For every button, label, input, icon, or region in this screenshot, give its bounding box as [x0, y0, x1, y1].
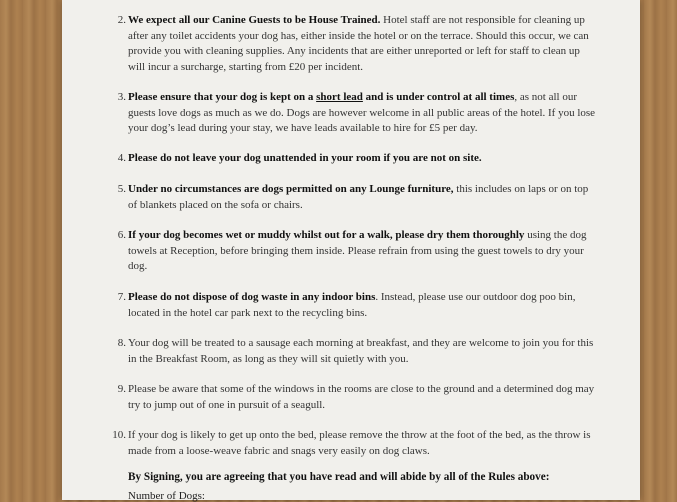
rules-document — [62, 0, 640, 500]
rule-3 — [117, 90, 598, 137]
rule-underlined-text: short lead — [316, 91, 363, 103]
rule-5 — [117, 182, 598, 213]
rule-text: this includes on laps or on top of blankets placed on the sofa or chairs. — [128, 183, 589, 211]
rule-bold-text: and is under control at all times — [362, 91, 515, 103]
rule-number: 7. — [117, 291, 126, 303]
rule-bold-text: Please ensure that your dog is kept on a — [128, 91, 317, 103]
rule-7 — [117, 290, 598, 321]
number-of-dogs-label: Number of Dogs: — [128, 490, 205, 502]
rule-8 — [117, 336, 598, 367]
rule-number: 6. — [117, 229, 126, 241]
rule-text: Hotel staff are not responsible for cleaning up after any toilet accidents your dog has, either inside the hotel or on the terrace. Should this occur, we can provide you with cleaning supplies. Any incidents that are either unreported or left for staff to clean up will incur a surcharge, starting from £20 per incident. — [128, 14, 589, 73]
rule-number: 4. — [117, 152, 126, 164]
rule-4 — [117, 151, 598, 167]
rule-number: 5. — [117, 183, 126, 195]
rule-10 — [112, 428, 598, 459]
rule-text: Please be aware that some of the windows in the rooms are close to the ground and a determined dog may try to jump out of one in pursuit of a seagull. — [128, 383, 595, 411]
rule-number: 10. — [112, 429, 126, 441]
rule-bold-text: If your dog becomes wet or muddy whilst out for a walk, please dry them thoroughly — [128, 229, 525, 241]
rule-6 — [117, 228, 598, 275]
rule-number: 3. — [117, 91, 126, 103]
agreement-statement: By Signing, you are agreeing that you have read and will abide by all of the Rules above: — [128, 471, 550, 483]
rule-number: 2. — [117, 14, 126, 26]
rule-bold-text: Please do not dispose of dog waste in any indoor bins — [128, 291, 376, 303]
rule-text: Your dog will be treated to a sausage each morning at breakfast, and they are welcome to join you for this in the Breakfast Room, as long as they will sit quietly with you. — [128, 337, 594, 365]
rule-text: , as not all our guests love dogs as much as we do. Dogs are however welcome in all public areas of the hotel. If you lose your dog’s lead during your stay, we have leads available to hire for £5 per day. — [128, 91, 596, 135]
rule-text: . Instead, please use our outdoor dog poo bin, located in the hotel car park next to the recycling bins. — [128, 291, 576, 319]
rule-number: 8. — [117, 337, 126, 349]
rule-9 — [117, 382, 598, 413]
rule-text: using the dog towels at Reception, before bringing them inside. Please refrain from using the guest towels to dry your dog. — [128, 229, 587, 273]
rule-bold-text: Under no circumstances are dogs permitted on any Lounge furniture, — [128, 183, 454, 195]
rule-number: 9. — [117, 383, 126, 395]
rule-bold-text: We expect all our Canine Guests to be House Trained. — [128, 14, 381, 26]
rule-text: If your dog is likely to get up onto the bed, please remove the throw at the foot of the bed, as the throw is made from a loose-weave fabric and snags very easily on dog claws. — [128, 429, 591, 457]
rule-bold-text: Please do not leave your dog unattended in your room if you are not on site. — [128, 152, 482, 164]
rule-2 — [117, 13, 598, 75]
